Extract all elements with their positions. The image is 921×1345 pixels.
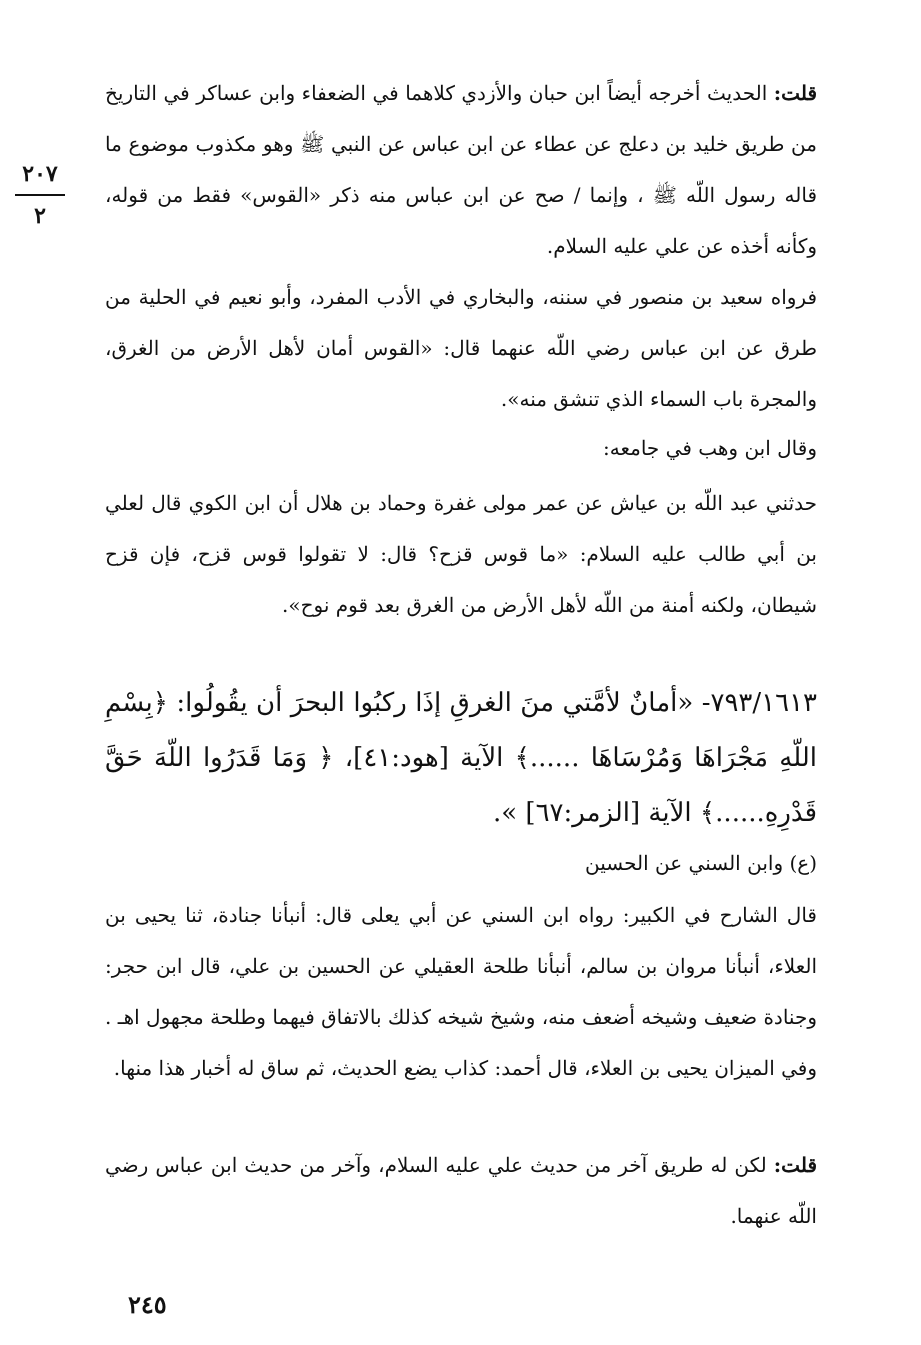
paragraph-final-text: لكن له طريق آخر من حديث علي عليه السلام، وآخر من حديث ابن عباس رضي اللّه عنهما. xyxy=(105,1153,817,1228)
paragraph-2 xyxy=(105,272,817,425)
paragraph-1-lead: قلت: xyxy=(773,81,817,105)
source-text: (ع) وابن السني عن الحسين xyxy=(585,851,817,875)
paragraph-source xyxy=(105,838,817,889)
paragraph-commentary xyxy=(105,890,817,1094)
paragraph-4-text: حدثني عبد اللّه بن عياش عن عمر مولى غفرة وحماد بن هلال أن ابن الكوي قال لعلي بن أبي طالب عليه السلام: «ما قوس قزح؟ قال: لا تقولوا قوس قزح، فإن قزح شيطان، ولكنه أمنة من اللّه لأهل الأرض من الغرق بعد قوم نوح». xyxy=(105,491,817,617)
paragraph-final-lead: قلت: xyxy=(773,1153,817,1177)
commentary-text: قال الشارح في الكبير: رواه ابن السني عن أبي يعلى قال: أنبأنا جنادة، ثنا يحيى بن العلاء، أنبأنا مروان بن سالم، أنبأنا طلحة العقيلي عن الحسين بن علي، قال ابن حجر: وجنادة ضعيف وشيخه أضعف منه، وشيخ شيخه كذلك بالاتفاق فيهما وطلحة مجهول اهـ . وفي الميزان يحيى بن العلاء، قال أحمد: كذاب يضع الحديث، ثم ساق له أخبار هذا منها. xyxy=(105,903,817,1080)
paragraph-1 xyxy=(105,68,817,272)
paragraph-3 xyxy=(105,423,817,474)
paragraph-3-text: وقال ابن وهب في جامعه: xyxy=(603,436,817,460)
paragraph-4 xyxy=(105,478,817,631)
page-number: ٢٤٥ xyxy=(128,1290,167,1319)
paragraph-2-text: فرواه سعيد بن منصور في سننه، والبخاري في الأدب المفرد، وأبو نعيم في الحلية من طرق عن ابن عباس رضي اللّه عنهما قال: «القوس أمان لأهل الأرض من الغرق، والمجرة باب السماء الذي تنشق منه». xyxy=(105,285,817,411)
margin-reference xyxy=(12,160,68,228)
margin-reference-bottom: ٢ xyxy=(34,203,46,229)
paragraph-final xyxy=(105,1140,817,1242)
paragraph-1-text: الحديث أخرجه أيضاً ابن حبان والأزدي كلاهما في الضعفاء وابن عساكر في التاريخ من طريق خليد بن دعلج عن عطاء عن ابن عباس عن النبي ﷺ وهو مكذوب موضوع ما قاله رسول اللّه ﷺ ، وإنما / صح عن ابن عباس منه ذكر «القوس» فقط من قوله، وكأنه أخذه عن علي عليه السلام. xyxy=(105,81,817,258)
margin-reference-divider xyxy=(15,194,65,196)
hadith-body: ٧٩٣/١٦١٣- «أمانٌ لأمَّتي منَ الغرقِ إذَا ركبُوا البحرَ أن يقُولُوا: ﴿بِسْمِ اللّهِ مَجْرَاهَا وَمُرْسَاهَا ......﴾ الآية [هود:٤١]، ﴿ وَمَا قَدَرُوا اللّهَ حَقَّ قَدْرِهِ......﴾ الآية [الزمر:٦٧] ». xyxy=(105,688,817,828)
hadith-text xyxy=(105,676,817,841)
margin-reference-top: ٢٠٧ xyxy=(22,161,58,187)
